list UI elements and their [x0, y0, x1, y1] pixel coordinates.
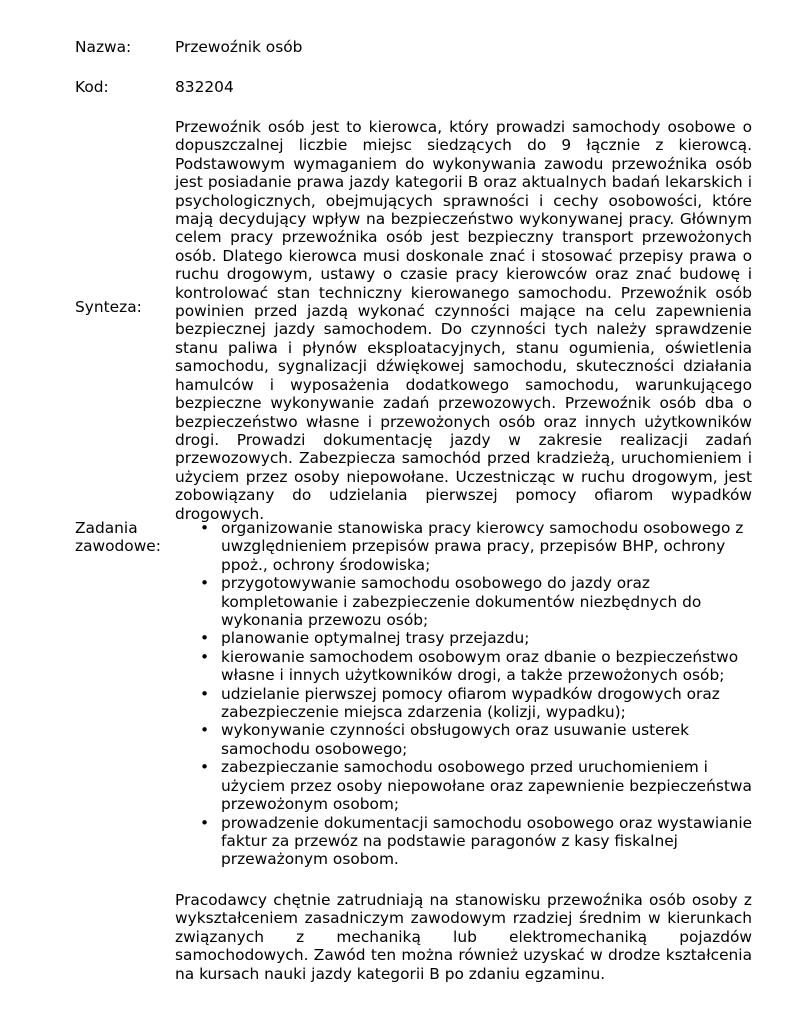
- kod-label: Kod:: [75, 78, 109, 96]
- task-item: [175, 721, 755, 758]
- bullet-icon: •: [200, 519, 210, 537]
- bullet-icon: •: [200, 629, 210, 648]
- bullet-icon: •: [200, 758, 210, 777]
- task-item: [175, 629, 755, 647]
- task-text: planowanie optymalnej trasy przejazdu;: [221, 629, 530, 648]
- bullet-icon: •: [200, 684, 210, 703]
- task-text: wykonywanie czynności obsługowych oraz usuwanie usterek samochodu osobowego;: [221, 721, 690, 758]
- bullet-icon: •: [200, 647, 210, 666]
- task-text: udzielanie pierwszej pomocy ofiarom wypadków drogowych oraz zabezpieczenie miejsca zdarzenia (kolizji, wypadku);: [221, 684, 720, 722]
- bullet-icon: •: [200, 574, 210, 593]
- zadania-label: [75, 519, 175, 556]
- nazwa-value: Przewoźnik osób: [175, 38, 303, 56]
- nazwa-label: Nazwa:: [75, 38, 132, 56]
- task-item: [175, 814, 755, 869]
- zadania-label-line2: zawodowe:: [75, 537, 161, 556]
- task-item: [175, 648, 755, 685]
- bullet-icon: •: [200, 721, 210, 740]
- task-text: prowadzenie dokumentacji samochodu osobowego oraz wystawianie faktur za przewóz na podstawie paragonów z kasy fiskalnej przeważonym osobom.: [221, 813, 753, 869]
- task-text: organizowanie stanowiska pracy kierowcy samochodu osobowego z uwzględnieniem przepisów prawa pracy, przepisów BHP, ochrony ppoż., ochrony środowiska;: [221, 519, 744, 574]
- tasks-list: [175, 519, 755, 869]
- kod-value: 832204: [175, 78, 234, 96]
- bullet-icon: •: [200, 813, 210, 832]
- footer-paragraph: Pracodawcy chętnie zatrudniają na stanowisku przewoźnika osób osoby z wykształceniem zasadniczym zawodowym rzadziej średnim w kierunkach związanych z mechaniką lub elektromechaniką pojazdów samochodowych. Zawód ten można również uzyskać w drodze kształcenia na kursach nauki jazdy kategorii B po zdaniu egzaminu.: [175, 891, 752, 983]
- task-item: [175, 685, 755, 722]
- synteza-label: Synteza:: [75, 298, 142, 316]
- task-text: przygotowywanie samochodu osobowego do jazdy oraz kompletowanie i zabezpieczenie dokumentów niezbędnych do wykonania przewozu osób;: [221, 574, 702, 630]
- zadania-label-line1: Zadania: [75, 519, 138, 537]
- task-text: kierowanie samochodem osobowym oraz dbanie o bezpieczeństwo własne i innych użytkowników drogi, a także przewożonych osób;: [221, 647, 739, 685]
- task-item: [175, 574, 755, 629]
- task-item: [175, 758, 755, 813]
- task-item: [175, 519, 755, 574]
- synteza-paragraph: Przewoźnik osób jest to kierowca, który prowadzi samochody osobowe o dopuszczalnej liczbie miejsc siedzących do 9 łącznie z kierowcą. Podstawowym wymaganiem do wykonywania zawodu przewoźnika osób jest posiadanie prawa jazdy kategorii B oraz aktualnych badań lekarskich i psychologicznych, obejmujących sprawności i cechy osobowości, które mają decydujący wpływ na bezpieczeństwo wykonywanej pracy. Głównym celem pracy przewoźnika osób jest bezpieczny transport przewożonych osób. Dlatego kierowca musi doskonale znać i stosować przepisy prawa o ruchu drogowym, ustawy o czasie pracy kierowców oraz znać budowę i kontrolować stan techniczny kierowanego samochodu. Przewoźnik osób powinien przed jazdą wykonać czynności mające na celu zapewnienia bezpiecznej jazdy samochodem. Do czynności tych należy sprawdzenie stanu paliwa i płynów eksploatacyjnych, stanu ogumienia, oświetlenia samochodu, sygnalizacji dźwiękowej samochodu, skuteczności działania hamulców i wyposażenia dodatkowego samochodu, warunkującego bezpieczne wykonywanie zadań przewozowych. Przewoźnik osób dba o bezpieczeństwo własne i przewożonych osób oraz innych użytkowników drogi. Prowadzi dokumentację jazdy w zakresie realizacji zadań przewozowych. Zabezpiecza samochód przed kradzieżą, uruchomieniem i użyciem przez osoby niepowołane. Uczestnicząc w ruchu drogowym, jest zobowiązany do udzielania pierwszej pomocy ofiarom wypadków drogowych.: [175, 118, 752, 523]
- task-text: zabezpieczanie samochodu osobowego przed uruchomieniem i użyciem przez osoby niepowołane oraz zapewnienie bezpieczeństwa przewożonym osobom;: [221, 758, 752, 814]
